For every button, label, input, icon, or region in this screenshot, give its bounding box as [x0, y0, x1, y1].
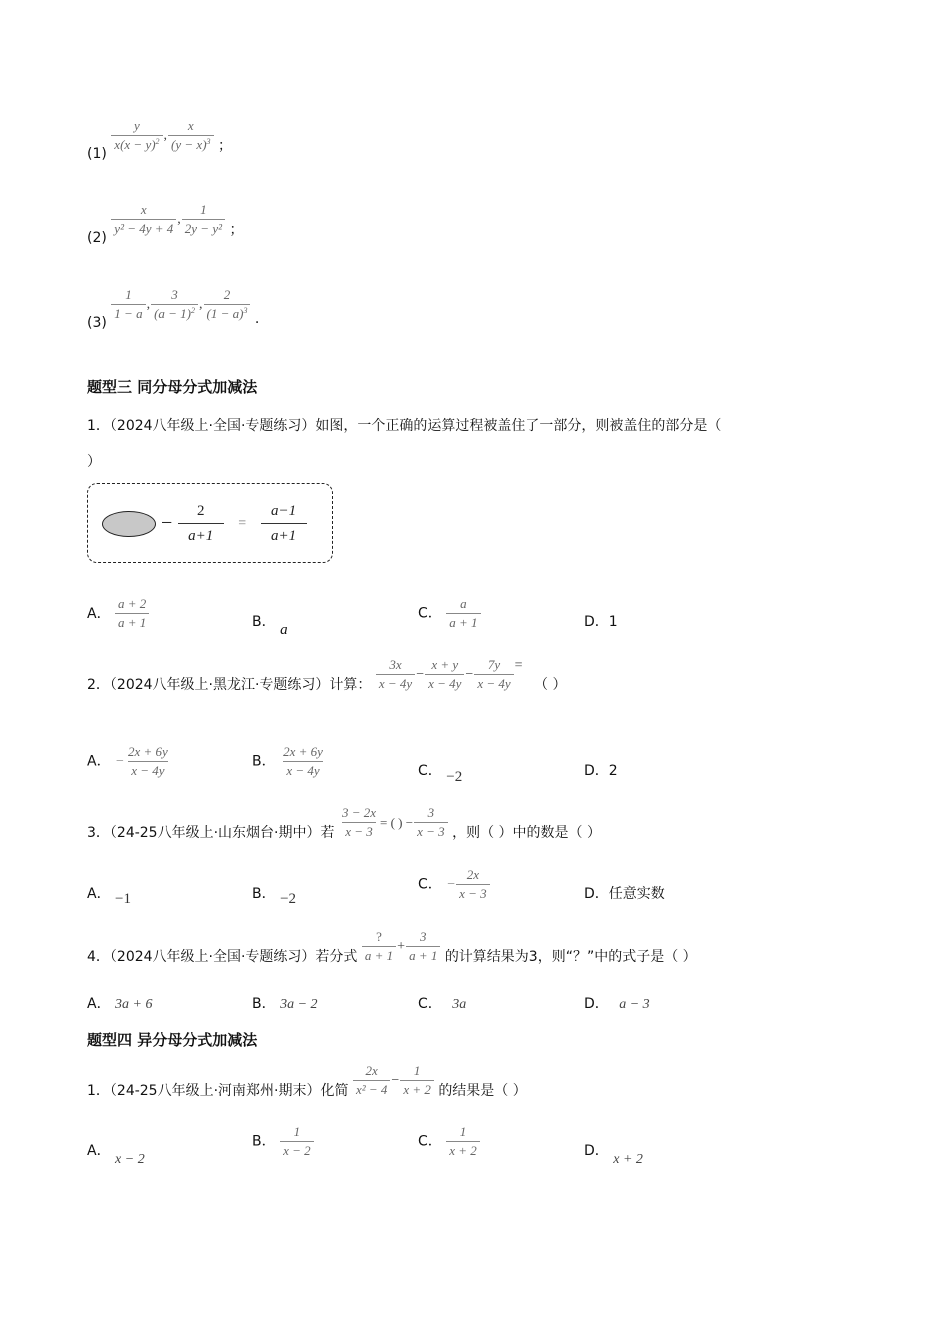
fraction: $\frac{2}{(1 - a)^3}$ [204, 287, 251, 322]
fraction: $\frac{1}{x + 2}$ [400, 1063, 434, 1098]
fraction: $\frac{3}{a + 1}$ [406, 929, 440, 964]
covered-part-ellipse [102, 511, 156, 537]
fraction: $\frac{2x + 6y}{x - 4y}$ [127, 744, 168, 778]
fraction: $\frac{x}{(y - x)^3}$ [168, 118, 213, 153]
fraction: $\frac{7y}{x - 4y}$ [474, 657, 513, 692]
problem-3: (3) $\frac{1}{1 - a}$ , $\frac{3}{(a - 1)^2}$ , $\frac{2}{(1 - a)^3}$ . [87, 287, 260, 331]
fraction: $\frac{2x + 6y}{x - 4y}$ [283, 744, 323, 778]
option-d[interactable]: D．1 [584, 614, 618, 630]
problem-label: (2) [87, 229, 107, 246]
option-a[interactable]: A． −1 [87, 886, 131, 907]
option-a[interactable]: A． $\frac{a + 2}{a + 1}$ [87, 596, 149, 631]
option-a[interactable]: A． x − 2 [87, 1143, 145, 1167]
option-d[interactable]: D． x + 2 [584, 1143, 643, 1167]
option-a[interactable]: A． 3a + 6 [87, 996, 153, 1012]
section-3-title: 题型三 同分母分式加减法 [87, 378, 258, 396]
fraction: $\frac{?}{a + 1}$ [362, 929, 396, 964]
fraction: $\frac{3}{(a - 1)^2}$ [151, 287, 198, 322]
problem-1: (1) $\frac{y}{x(x - y)^2}$ , $\frac{x}{(y - x)^3}$ ； [87, 118, 232, 162]
fraction: $\frac{x + y}{x - 4y}$ [425, 657, 464, 692]
punct: ； [217, 137, 232, 154]
fraction: $\frac{1}{1 - a}$ [111, 287, 145, 322]
fraction: $\frac{1}{x + 2}$ [446, 1124, 480, 1159]
fraction: $\frac{2}{a+1}$ [178, 500, 224, 547]
section-4-title: 题型四 异分母分式加减法 [87, 1031, 258, 1049]
option-c[interactable]: C． $\frac{a}{a + 1}$ [418, 596, 481, 631]
question-stem: 1．（24-25八年级上·河南郑州·期末）化简 $\frac{2x}{\text{x² − 4}}$ − $\frac{1}{x + 2}$ 的结果是（ ） [87, 1063, 527, 1099]
fraction: $\frac{3x}{x - 4y}$ [376, 657, 415, 692]
option-c[interactable]: C． $\frac{1}{x + 2}$ [418, 1124, 480, 1159]
fraction: $\frac{3 - 2x}{x - 3}$ [341, 805, 376, 839]
fraction: $\frac{a + 2}{a + 1}$ [115, 596, 149, 631]
punct: . [254, 310, 260, 327]
figure-expression: − $\frac{2}{a+1}$ = $\frac{a-1}{a+1}$ [160, 500, 307, 547]
option-b[interactable]: B． $\frac{1}{x - 2}$ [252, 1124, 314, 1159]
option-a[interactable]: A． − $\frac{2x + 6y}{x - 4y}$ [87, 744, 171, 779]
fraction: $\frac{1}{\text{2y − y²}}$ [182, 202, 225, 237]
option-b[interactable]: B． −2 [252, 886, 297, 907]
problem-label: (1) [87, 145, 107, 162]
problem-2: (2) $\frac{x}{\text{y² − 4y + 4}}$ , $\frac{1}{\text{2y − y²}}$ ； [87, 202, 244, 246]
option-c[interactable]: C． 3a [418, 996, 467, 1012]
question-stem: 1．（2024八年级上·全国·专题练习）如图，一个正确的运算过程被盖住了一部分，则被盖住的部分是（ [87, 418, 722, 434]
fraction: $\frac{2x}{\text{x² − 4}}$ [353, 1063, 390, 1098]
option-d[interactable]: D．任意实数 [584, 886, 665, 902]
question-stem: 4．（2024八年级上·全国·专题练习）若分式 $\frac{?}{a + 1}$ + $\frac{3}{a + 1}$ 的计算结果为3，则“？”中的式子是（ ） [87, 929, 697, 965]
fraction: $\frac{1}{x - 2}$ [280, 1124, 314, 1159]
fraction: $\frac{y}{x(x - y)^2}$ [111, 118, 162, 153]
option-d[interactable]: D．2 [584, 763, 618, 779]
option-c[interactable]: C． −2 [418, 763, 463, 785]
fraction: $\frac{3}{x - 3}$ [414, 805, 448, 840]
option-d[interactable]: D． a − 3 [584, 996, 650, 1012]
problem-label: (3) [87, 314, 107, 331]
question-stem: 2．（2024八年级上·黑龙江·专题练习）计算： $\frac{3x}{x - 4y}$ − $\frac{x + y}{x - 4y}$ − $\frac{7y}{x - 4y}$ = （ ） [87, 657, 567, 693]
fraction: $\frac{2x}{x - 3}$ [456, 867, 490, 902]
question-stem-end: ） [87, 454, 101, 470]
option-b[interactable]: B． 3a − 2 [252, 996, 318, 1012]
fraction: $\frac{a-1}{a+1}$ [261, 500, 307, 547]
option-b[interactable]: B． $\frac{2x + 6y}{x - 4y}$ [252, 744, 326, 779]
option-b[interactable]: B． a [252, 614, 288, 638]
fraction: $\frac{a}{a + 1}$ [446, 596, 480, 631]
option-c[interactable]: C． − $\frac{2x}{x - 3}$ [418, 867, 490, 902]
punct: ； [229, 221, 244, 238]
question-stem: 3．（24-25八年级上·山东烟台·期中）若 $\frac{3 - 2x}{x - 3}$ = ( ) − $\frac{3}{x - 3}$ ，则（ ）中的数是（ ） [87, 805, 601, 841]
fraction: $\frac{x}{\text{y² − 4y + 4}}$ [111, 202, 176, 237]
